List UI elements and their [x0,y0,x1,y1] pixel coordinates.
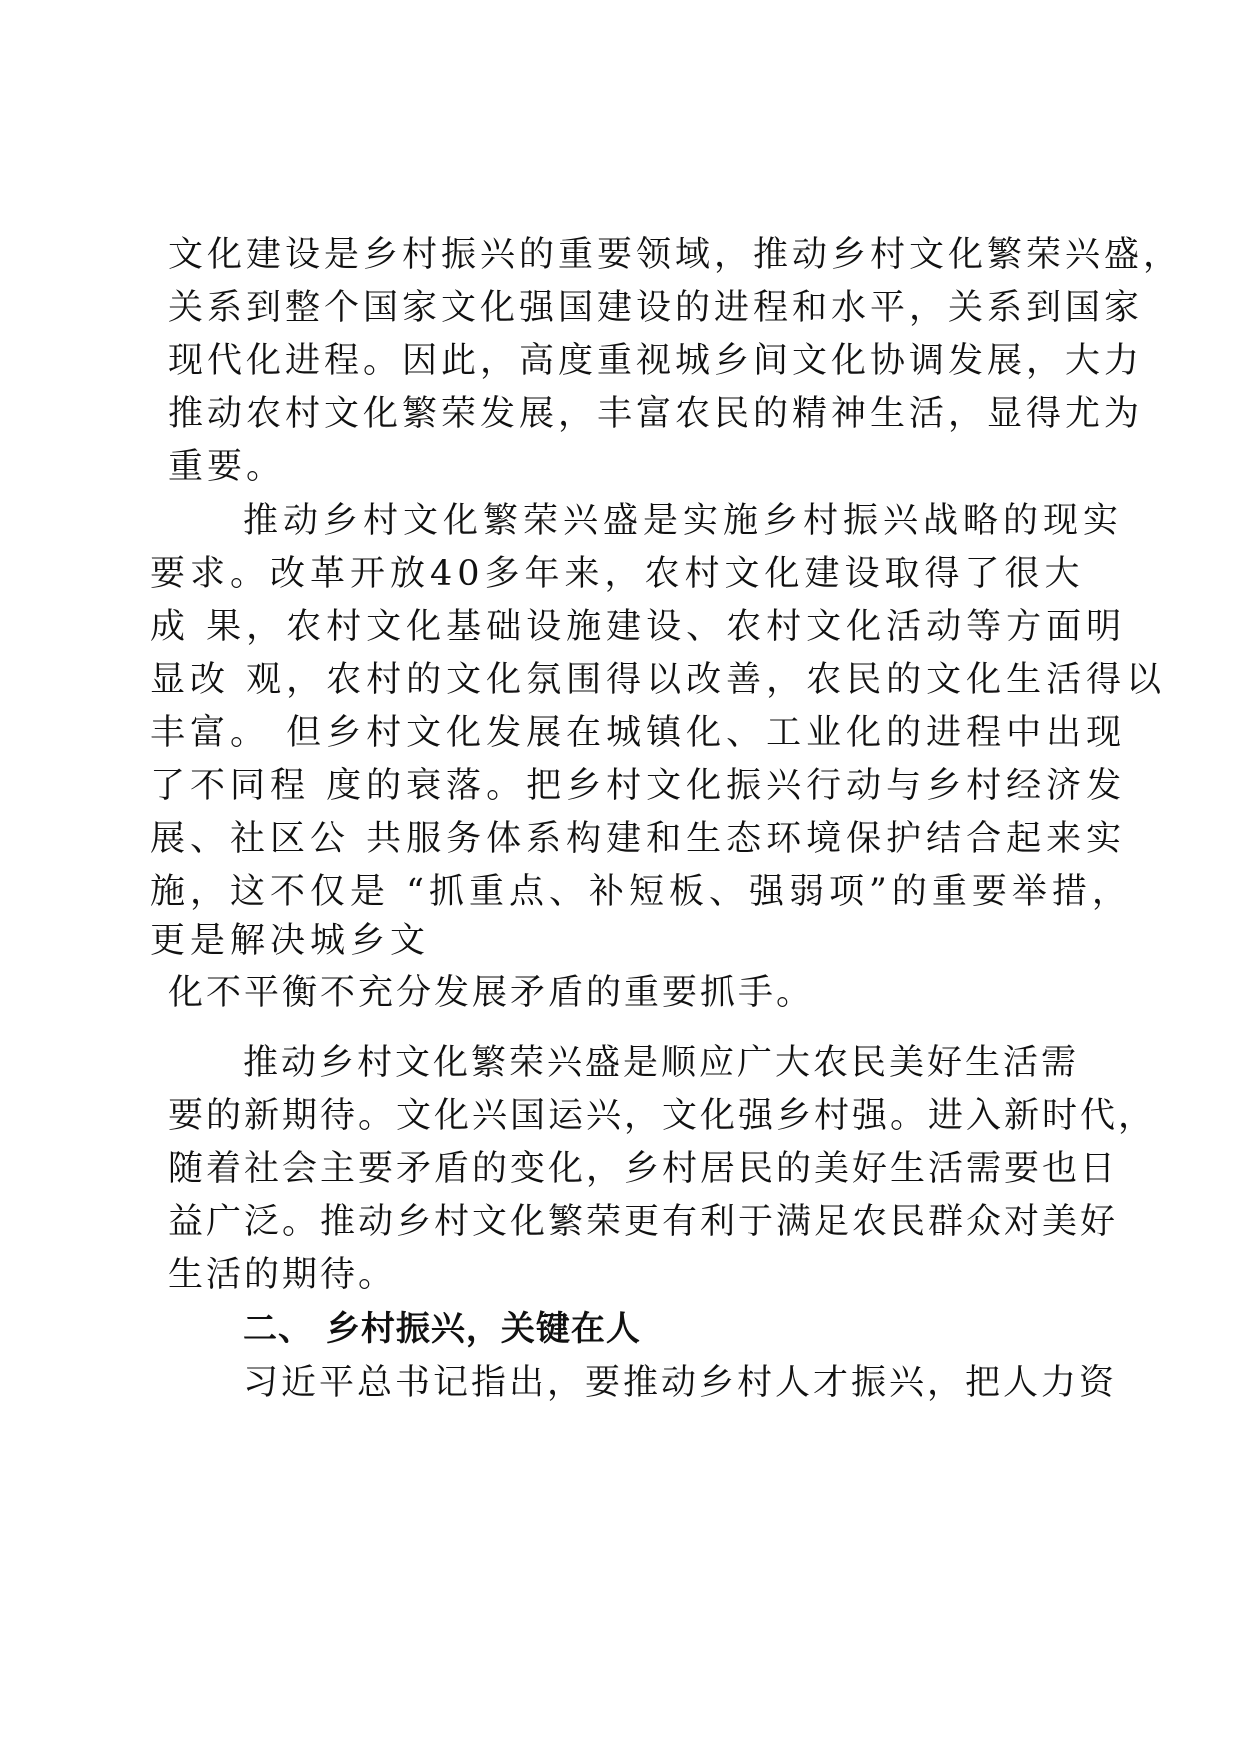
text-line: 展、社区公 共服务体系构建和生态环境保护结合起来实 [150,819,1127,859]
text-line: 了不同程 度的衰落。把乡村文化振兴行动与乡村经济发 [150,766,1127,806]
text-line: 益广泛。推动乡村文化繁荣更有利于满足农民群众对美好 [168,1202,1119,1242]
text-line: 关系到整个国家文化强国建设的进程和水平，关系到国家 [168,288,1144,328]
text-line: 更是解决城乡文 [150,921,431,961]
text-line: 重要。 [168,447,286,487]
text-line: 习近平总书记指出，要推动乡村人才振兴，把人力资 [243,1363,1118,1403]
text-line: 施，这不仅是 “抓重点、补短板、强弱项”的重要举措， [150,872,1132,912]
text-line: 化不平衡不充分发展矛盾的重要抓手。 [168,973,815,1013]
text-line: 推动农村文化繁荣发展，丰富农民的精神生活，显得尤为 [168,394,1144,434]
text-line: 推动乡村文化繁荣兴盛是顺应广大农民美好生活需 [243,1043,1080,1083]
text-line: 要的新期待。文化兴国运兴，文化强乡村强。进入新时代， [168,1096,1157,1136]
text-line: 要求。改革开放40多年来，农村文化建设取得了很大 [150,554,1085,594]
section-heading: 二、 乡村振兴，关键在人 [243,1309,641,1349]
text-line: 丰富。 但乡村文化发展在城镇化、工业化的进程中出现 [150,713,1127,753]
text-line: 随着社会主要矛盾的变化，乡村居民的美好生活需要也日 [168,1149,1119,1189]
text-line: 推动乡村文化繁荣兴盛是实施乡村振兴战略的现实 [243,501,1124,541]
text-line: 成 果，农村文化基础设施建设、农村文化活动等方面明 [150,607,1127,647]
text-line: 文化建设是乡村振兴的重要领域，推动乡村文化繁荣兴盛， [168,235,1183,275]
text-line: 现代化进程。因此，高度重视城乡间文化协调发展，大力 [168,341,1144,381]
text-line: 显改 观，农村的文化氛围得以改善，农民的文化生活得以 [150,660,1167,700]
text-line: 生活的期待。 [168,1255,397,1295]
